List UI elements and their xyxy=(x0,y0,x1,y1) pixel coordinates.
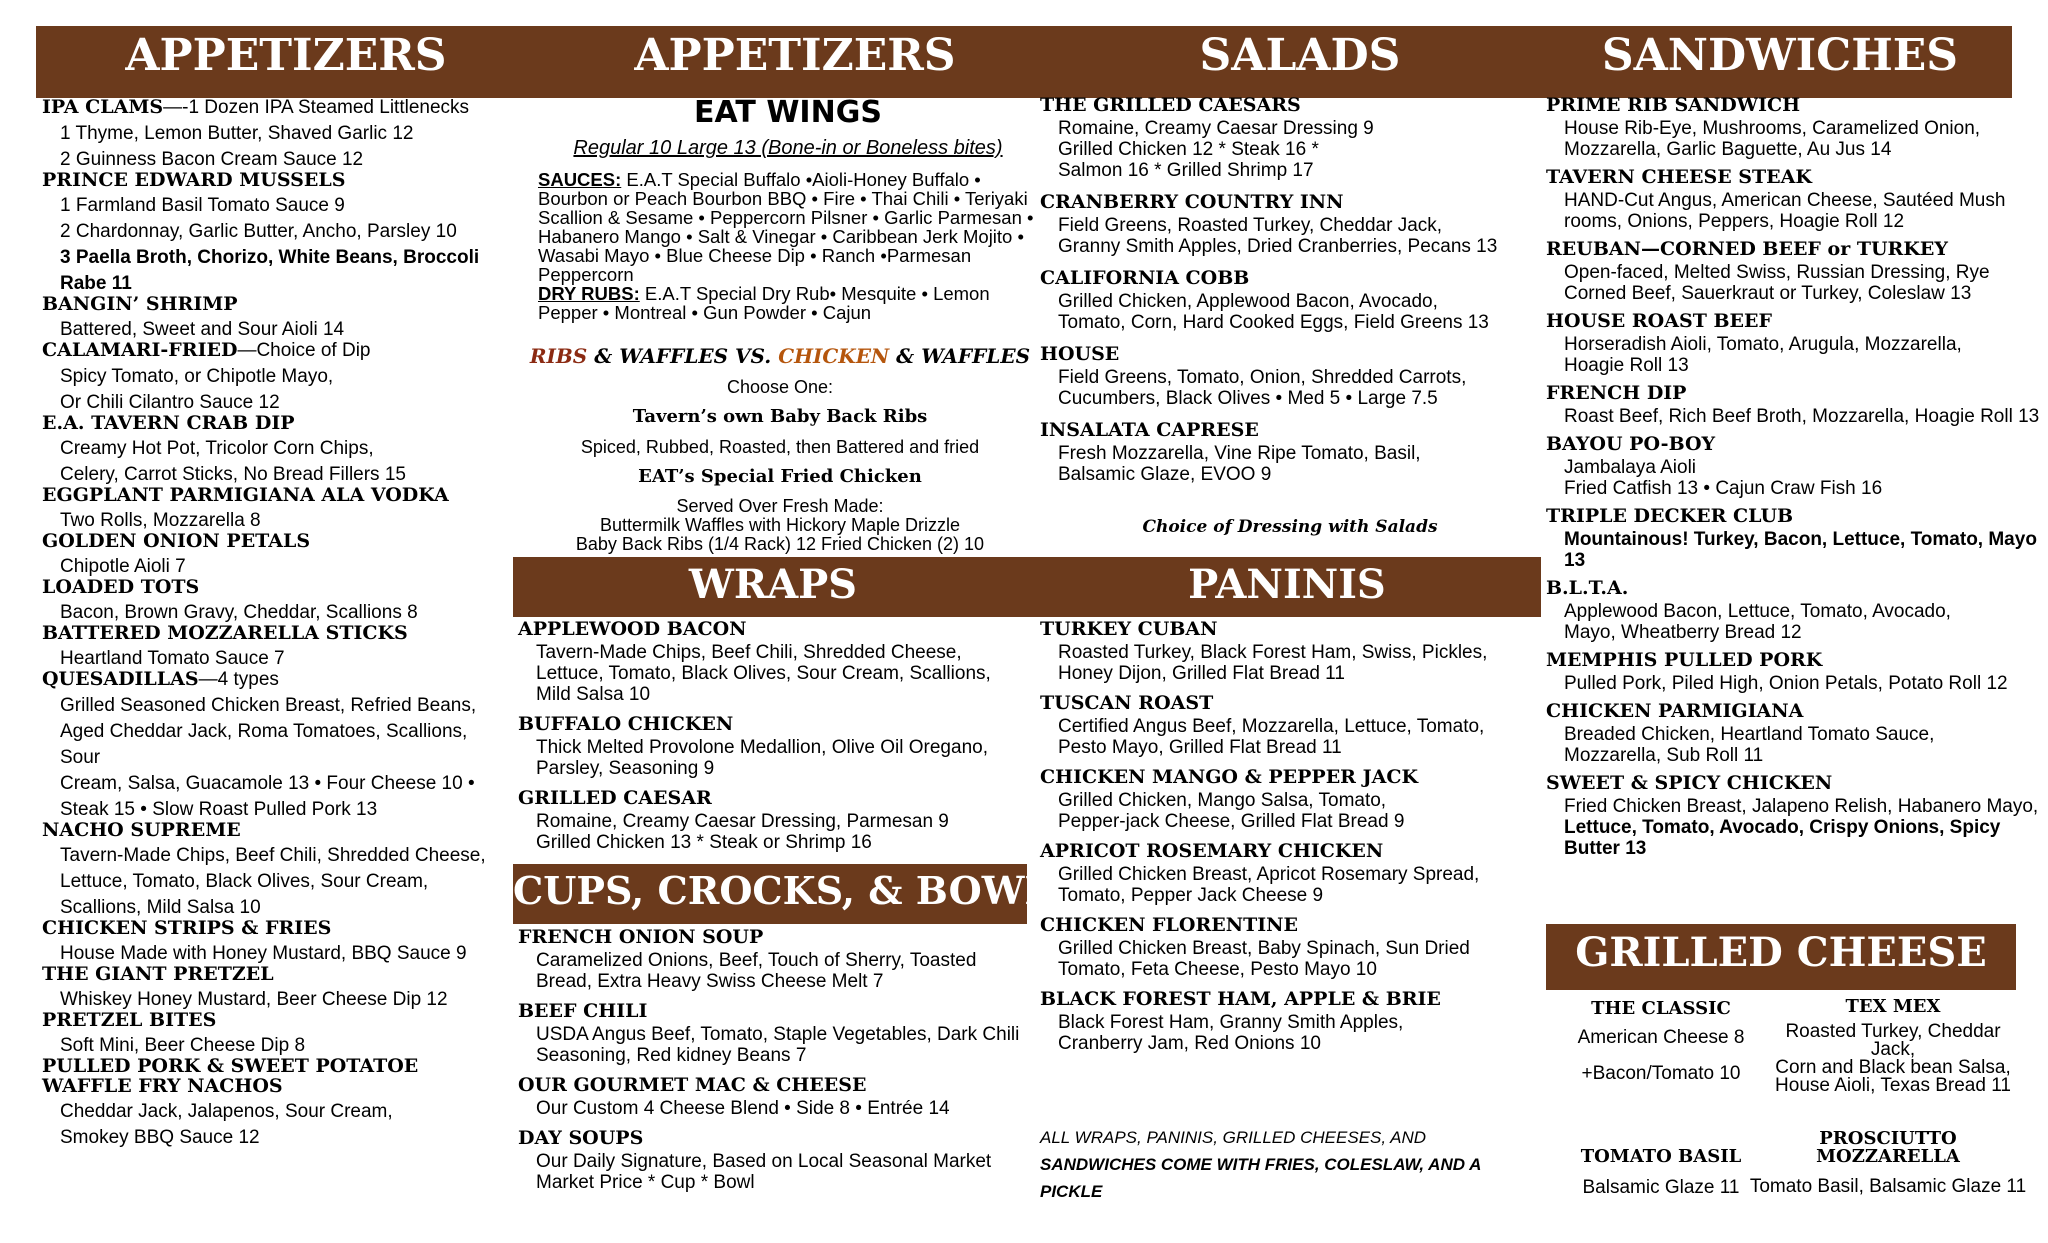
item-description: Lettuce, Tomato, Black Olives, Sour Cream, Scallions, xyxy=(536,663,991,684)
item-description: Fresh Mozzarella, Vine Ripe Tomato, Basil, xyxy=(1058,443,1421,464)
item-description: Hoagie Roll 13 xyxy=(1564,355,1689,376)
header-grilled-cheese: GRILLED CHEESE xyxy=(1575,929,1987,976)
item-title: HOUSE xyxy=(1040,343,1120,365)
menu-item xyxy=(1546,770,2046,859)
menu-item xyxy=(1546,503,2046,571)
gc-prosciutto xyxy=(1736,1130,2040,1198)
cups-list xyxy=(518,924,1038,1193)
item-title: MEMPHIS PULLED PORK xyxy=(1546,649,1823,671)
item-description: Grilled Chicken 13 * Steak or Shrimp 16 xyxy=(536,832,872,853)
item-title: NACHO SUPREME xyxy=(42,819,241,841)
item-description: Grilled Seasoned Chicken Breast, Refried Beans, xyxy=(60,695,477,716)
menu-item xyxy=(42,482,512,534)
item-description-bold: Mountainous! Turkey, Bacon, Lettuce, Tomato, Mayo 13 xyxy=(1564,529,2037,571)
item-title: WAFFLE FRY NACHOS xyxy=(42,1075,283,1097)
gc-prosciutto-desc: Tomato Basil, Balsamic Glaze 11 xyxy=(1749,1176,2027,1197)
item-description: rooms, Onions, Peppers, Hoagie Roll 12 xyxy=(1564,211,1905,232)
item-description: Cheddar Jack, Jalapenos, Sour Cream, xyxy=(60,1101,393,1122)
item-description: Mozzarella, Sub Roll 11 xyxy=(1564,745,1764,766)
menu-item-name xyxy=(1040,341,1540,367)
item-description: Fried Chicken Breast, Jalapeno Relish, Habanero Mayo, xyxy=(1564,796,2039,817)
menu-item-name xyxy=(1040,912,1540,938)
menu-item-name xyxy=(1040,92,1540,118)
menu-item xyxy=(1040,986,1540,1054)
menu-item-name xyxy=(42,574,512,600)
item-description: 1 Farmland Basil Tomato Sauce 9 xyxy=(60,195,345,216)
item-title: PRIME RIB SANDWICH xyxy=(1546,94,1801,116)
header-sandwiches: SANDWICHES xyxy=(1601,30,1959,81)
menu-item xyxy=(518,711,1038,779)
item-description: Lettuce, Tomato, Black Olives, Sour Cream, xyxy=(60,871,429,892)
menu-item-name xyxy=(1546,575,2046,601)
menu-item xyxy=(42,574,512,626)
menu-item xyxy=(1546,92,2046,160)
header-appetizers-left: APPETIZERS xyxy=(125,30,447,81)
item-description: Cucumbers, Black Olives • Med 5 • Large 7.5 xyxy=(1058,388,1438,409)
menu-item-name xyxy=(518,1072,1038,1098)
item-description: Pesto Mayo, Grilled Flat Bread 11 xyxy=(1058,737,1342,758)
menu-item-name xyxy=(42,915,512,941)
item-title: CHICKEN PARMIGIANA xyxy=(1546,700,1804,722)
menu-item-name xyxy=(1546,770,2046,796)
item-title: TUSCAN ROAST xyxy=(1040,692,1214,714)
item-title: CHICKEN FLORENTINE xyxy=(1040,914,1298,936)
menu-item xyxy=(42,410,512,488)
header-cups: CUPS, CROCKS, & BOWLS xyxy=(513,868,1079,913)
menu-item-name xyxy=(42,666,512,693)
item-description: Open-faced, Melted Swiss, Russian Dressing, Rye xyxy=(1564,262,1990,283)
item-description: Heartland Tomato Sauce 7 xyxy=(60,648,285,669)
item-description: 2 Guinness Bacon Cream Sauce 12 xyxy=(60,149,364,170)
item-description: Romaine, Creamy Caesar Dressing, Parmesan 9 xyxy=(536,811,949,832)
gc-texmex xyxy=(1770,996,2016,1095)
item-description: Celery, Carrot Sticks, No Bread Fillers 15 xyxy=(60,464,406,485)
gc-tomato-basil-name: TOMATO BASIL xyxy=(1580,1146,1742,1167)
menu-item-name xyxy=(1040,764,1540,790)
salads-list xyxy=(1040,92,1540,485)
wings-sizes: Regular 10 Large 13 (Bone-in or Boneless bites) xyxy=(573,137,1003,159)
sauces-text: E.A.T Special Buffalo •Aioli-Honey Buffalo • Bourbon or Peach Bourbon BBQ • Fire • Thai Chili • Teriyaki Scallion & Sesame • Peppercorn Pilsner • Garlic Parmesan • Habanero Mango • Salt & Vinegar • Caribbean Jerk Mojito • Wasabi Mayo • Blue Cheese Dip • Ranch •Parmesan Peppercorn xyxy=(538,169,1034,285)
item-title: BUFFALO CHICKEN xyxy=(518,713,734,735)
menu-item xyxy=(518,924,1038,992)
menu-item xyxy=(1546,431,2046,499)
sandwiches-list xyxy=(1546,92,2046,859)
item-description: Cream, Salsa, Guacamole 13 • Four Cheese 10 • xyxy=(60,773,475,794)
wings-rubs xyxy=(538,284,1038,322)
menu-item-name xyxy=(1546,92,2046,118)
menu-item xyxy=(1040,92,1540,181)
menu-item-name xyxy=(42,337,512,364)
wings-section xyxy=(538,92,1038,322)
rubs-text: E.A.T Special Dry Rub• Mesquite • Lemon Pepper • Montreal • Gun Powder • Cajun xyxy=(538,283,990,323)
menu-item xyxy=(1546,575,2046,643)
item-title: CALIFORNIA COBB xyxy=(1040,267,1250,289)
menu-item-name xyxy=(1546,431,2046,457)
menu-item-name xyxy=(42,482,512,508)
salad-dressing-note: Choice of Dressing with Salads xyxy=(1142,517,1438,537)
item-description: Tavern-Made Chips, Beef Chili, Shredded Cheese, xyxy=(536,642,962,663)
item-title: SWEET & SPICY CHICKEN xyxy=(1546,772,1833,794)
item-description: Battered, Sweet and Sour Aioli 14 xyxy=(60,319,345,340)
item-description: Field Greens, Tomato, Onion, Shredded Carrots, xyxy=(1058,367,1467,388)
item-description: Mozzarella, Garlic Baguette, Au Jus 14 xyxy=(1564,139,1892,160)
menu-item xyxy=(518,1072,1038,1119)
item-title: FRENCH DIP xyxy=(1546,382,1687,404)
menu-item xyxy=(1546,698,2046,766)
item-description: Jambalaya Aioli xyxy=(1564,457,1697,478)
menu-item xyxy=(42,817,512,921)
rubs-label: DRY RUBS: xyxy=(538,283,640,304)
header-appetizers-mid: APPETIZERS xyxy=(634,30,956,81)
item-description: Or Chili Cilantro Sauce 12 xyxy=(60,392,280,413)
item-description: 2 Chardonnay, Garlic Butter, Ancho, Parsley 10 xyxy=(60,221,457,242)
item-title: INSALATA CAPRESE xyxy=(1040,419,1259,441)
item-description: Fried Catfish 13 • Cajun Craw Fish 16 xyxy=(1564,478,1883,499)
item-description-bold: Lettuce, Tomato, Avocado, Crispy Onions, Spicy Butter 13 xyxy=(1564,817,2001,859)
item-description: Scallions, Mild Salsa 10 xyxy=(60,897,261,918)
item-description: HAND-Cut Angus, American Cheese, Sautéed Mush xyxy=(1564,190,2006,211)
item-description: Cranberry Jam, Red Onions 10 xyxy=(1058,1033,1321,1054)
item-description: Field Greens, Roasted Turkey, Cheddar Jack, xyxy=(1058,215,1443,236)
item-description: Tomato, Pepper Jack Cheese 9 xyxy=(1058,885,1324,906)
item-title: BAYOU PO-BOY xyxy=(1546,433,1716,455)
menu-item xyxy=(518,785,1038,853)
item-description: Black Forest Ham, Granny Smith Apples, xyxy=(1058,1012,1404,1033)
menu-item-name xyxy=(1040,189,1540,215)
appetizers-list xyxy=(42,94,512,1151)
item-description: Honey Dijon, Grilled Flat Bread 11 xyxy=(1058,663,1345,684)
menu-item-name xyxy=(518,1125,1038,1151)
wings-title: EAT WINGS xyxy=(694,95,882,130)
item-description: Market Price * Cup * Bowl xyxy=(536,1172,755,1193)
menu-item xyxy=(42,528,512,580)
menu-item xyxy=(42,915,512,967)
ribs-word: RIBS xyxy=(529,344,588,368)
gc-tomato-basil-desc: Balsamic Glaze 11 xyxy=(1582,1177,1740,1198)
item-title: LOADED TOTS xyxy=(42,576,200,598)
menu-item xyxy=(42,961,512,1013)
item-description: Balsamic Glaze, EVOO 9 xyxy=(1058,464,1272,485)
menu-item-name xyxy=(42,410,512,436)
menu-item xyxy=(518,998,1038,1066)
ribs-waffles-title xyxy=(520,340,1040,372)
item-title: IPA CLAMS xyxy=(42,96,164,118)
item-title: PRETZEL BITES xyxy=(42,1009,217,1031)
item-description: Steak 15 • Slow Roast Pulled Pork 13 xyxy=(60,799,378,820)
wraps-list xyxy=(518,616,1038,853)
item-title: OUR GOURMET MAC & CHEESE xyxy=(518,1074,867,1096)
menu-item-name xyxy=(42,94,512,121)
item-title: CALAMARI-FRIED xyxy=(42,339,238,361)
item-description: Grilled Chicken 12 * Steak 16 * xyxy=(1058,139,1319,160)
menu-item xyxy=(1546,236,2046,304)
menu-item-name xyxy=(1040,616,1540,642)
menu-item-name xyxy=(1546,503,2046,529)
menu-item-name xyxy=(1546,647,2046,673)
waffles-word: & WAFFLES xyxy=(889,344,1031,368)
menu-item-name xyxy=(518,924,1038,950)
item-title: BLACK FOREST HAM, APPLE & BRIE xyxy=(1040,988,1441,1010)
menu-item xyxy=(42,167,512,297)
item-title: THE GRILLED CAESARS xyxy=(1040,94,1301,116)
item-title: BATTERED MOZZARELLA STICKS xyxy=(42,622,408,644)
menu-item xyxy=(1040,690,1540,758)
item-title: PRINCE EDWARD MUSSELS xyxy=(42,169,346,191)
paninis-list xyxy=(1040,616,1540,1054)
item-description: Caramelized Onions, Beef, Touch of Sherry, Toasted xyxy=(536,950,977,971)
gc-prosciutto-name: PROSCIUTTO MOZZARELLA xyxy=(1816,1128,1960,1167)
ribs-waffles-section xyxy=(520,340,1040,554)
menu-item-name xyxy=(42,528,512,554)
item-description: Our Custom 4 Cheese Blend • Side 8 • Entrée 14 xyxy=(536,1098,950,1119)
item-description: Thick Melted Provolone Medallion, Olive Oil Oregano, xyxy=(536,737,988,758)
item-description: Roast Beef, Rich Beef Broth, Mozzarella, Hoagie Roll 13 xyxy=(1564,406,2040,427)
sides-note-line1: ALL WRAPS, PANINIS, GRILLED CHEESES, AND xyxy=(1040,1128,1427,1147)
menu-item xyxy=(42,94,512,173)
menu-item xyxy=(1546,164,2046,232)
menu-item-name xyxy=(1040,265,1540,291)
menu-item xyxy=(42,1007,512,1059)
item-description: Horseradish Aioli, Tomato, Arugula, Mozzarella, xyxy=(1564,334,1962,355)
sides-note-line2: SANDWICHES COME WITH FRIES, COLESLAW, AND A PICKLE xyxy=(1040,1155,1481,1201)
item-description: USDA Angus Beef, Tomato, Staple Vegetables, Dark Chili xyxy=(536,1024,1020,1045)
served-over-2: Buttermilk Waffles with Hickory Maple Drizzle xyxy=(599,515,961,535)
menu-item xyxy=(1546,647,2046,694)
menu-item xyxy=(1040,838,1540,906)
item-description: Our Daily Signature, Based on Local Seasonal Market xyxy=(536,1151,992,1172)
item-description: Aged Cheddar Jack, Roma Tomatoes, Scallions, Sour xyxy=(60,721,468,768)
item-title: CHICKEN STRIPS & FRIES xyxy=(42,917,332,939)
menu-item-name xyxy=(42,1073,512,1099)
menu-item-name xyxy=(42,291,512,317)
menu-item xyxy=(518,1125,1038,1193)
menu-item-name xyxy=(1040,838,1540,864)
menu-item xyxy=(42,1073,512,1151)
item-description: Spicy Tomato, or Chipotle Mayo, xyxy=(60,366,334,387)
gc-classic-desc: American Cheese 8 +Bacon/Tomato 10 xyxy=(1577,1027,1745,1084)
vs-word: & WAFFLES VS. xyxy=(587,344,779,368)
item-description: Soft Mini, Beer Cheese Dip 8 xyxy=(60,1035,306,1056)
menu-item-name xyxy=(1546,308,2046,334)
item-title: TURKEY CUBAN xyxy=(1040,618,1218,640)
wings-sauces xyxy=(538,170,1038,284)
menu-item xyxy=(1040,912,1540,980)
item-title: CHICKEN MANGO & PEPPER JACK xyxy=(1040,766,1418,788)
item-title: THE GIANT PRETZEL xyxy=(42,963,274,985)
menu-item-name xyxy=(518,785,1038,811)
menu-item xyxy=(1040,417,1540,485)
gc-texmex-name: TEX MEX xyxy=(1845,996,1941,1017)
item-description: Mayo, Wheatberry Bread 12 xyxy=(1564,622,1802,643)
item-description: Mild Salsa 10 xyxy=(536,684,651,705)
item-description: Pepper-jack Cheese, Grilled Flat Bread 9 xyxy=(1058,811,1405,832)
item-title: CRANBERRY COUNTRY INN xyxy=(1040,191,1344,213)
item-note: —4 types xyxy=(198,669,279,690)
item-description-bold: 3 Paella Broth, Chorizo, White Beans, Broccoli Rabe 11 xyxy=(60,247,480,294)
menu-item-name xyxy=(518,616,1038,642)
item-title: BANGIN’ SHRIMP xyxy=(42,293,238,315)
menu-item xyxy=(518,616,1038,705)
menu-item-name xyxy=(1546,380,2046,406)
item-description: Tomato, Corn, Hard Cooked Eggs, Field Greens 13 xyxy=(1058,312,1489,333)
item-title: TAVERN CHEESE STEAK xyxy=(1546,166,1812,188)
menu-item-name xyxy=(1040,986,1540,1012)
item-description: Romaine, Creamy Caesar Dressing 9 xyxy=(1058,118,1374,139)
ribs-option: Tavern’s own Baby Back Ribs xyxy=(632,406,928,427)
item-title: REUBAN—CORNED BEEF or TURKEY xyxy=(1546,238,1948,260)
menu-item xyxy=(1040,189,1540,257)
menu-item xyxy=(1546,380,2046,427)
ribs-chicken-prices: Baby Back Ribs (1/4 Rack) 12 Fried Chicken (2) 10 xyxy=(575,534,985,554)
item-title: GRILLED CAESAR xyxy=(518,787,712,809)
item-note: —Choice of Dip xyxy=(237,340,371,361)
item-title: DAY SOUPS xyxy=(518,1127,644,1149)
choose-one: Choose One: xyxy=(726,377,834,397)
item-note: —-1 Dozen IPA Steamed Littlenecks xyxy=(163,97,470,118)
item-description: 1 Thyme, Lemon Butter, Shaved Garlic 12 xyxy=(60,123,414,144)
sides-note xyxy=(1040,1124,1540,1205)
item-title: PULLED PORK & SWEET POTATOE xyxy=(42,1055,419,1077)
item-title: FRENCH ONION SOUP xyxy=(518,926,764,948)
sauces-label: SAUCES: xyxy=(538,169,622,190)
header-paninis: PANINIS xyxy=(1188,561,1386,608)
menu-item xyxy=(42,337,512,416)
item-description: Seasoning, Red kidney Beans 7 xyxy=(536,1045,807,1066)
item-description: Chipotle Aioli 7 xyxy=(60,556,186,577)
menu-item xyxy=(42,666,512,823)
menu-item-name xyxy=(1546,164,2046,190)
gc-classic xyxy=(1546,998,1776,1083)
item-title: B.L.T.A. xyxy=(1546,577,1629,599)
item-description: Granny Smith Apples, Dried Cranberries, Pecans 13 xyxy=(1058,236,1498,257)
menu-item xyxy=(1040,616,1540,684)
item-description: Roasted Turkey, Black Forest Ham, Swiss, Pickles, xyxy=(1058,642,1488,663)
item-title: HOUSE ROAST BEEF xyxy=(1546,310,1772,332)
item-description: Bread, Extra Heavy Swiss Cheese Melt 7 xyxy=(536,971,884,992)
menu-item-name xyxy=(42,620,512,646)
item-description: House Rib-Eye, Mushrooms, Caramelized Onion, xyxy=(1564,118,1981,139)
item-description: Corned Beef, Sauerkraut or Turkey, Coleslaw 13 xyxy=(1564,283,1972,304)
item-title: GOLDEN ONION PETALS xyxy=(42,530,311,552)
menu-item-name xyxy=(1546,236,2046,262)
item-description: Certified Angus Beef, Mozzarella, Lettuce, Tomato, xyxy=(1058,716,1485,737)
item-title: APPLEWOOD BACON xyxy=(518,618,747,640)
header-salads: SALADS xyxy=(1199,30,1401,81)
item-description: Bacon, Brown Gravy, Cheddar, Scallions 8 xyxy=(60,602,418,623)
gc-classic-name: THE CLASSIC xyxy=(1591,998,1731,1019)
item-description: House Made with Honey Mustard, BBQ Sauce 9 xyxy=(60,943,467,964)
item-description: Smokey BBQ Sauce 12 xyxy=(60,1127,260,1148)
ribs-option-desc: Spiced, Rubbed, Roasted, then Battered and fried xyxy=(580,437,980,457)
item-description: Pulled Pork, Piled High, Onion Petals, Potato Roll 12 xyxy=(1564,673,2008,694)
item-description: Grilled Chicken Breast, Apricot Rosemary Spread, xyxy=(1058,864,1480,885)
menu-item xyxy=(1546,308,2046,376)
item-title: E.A. TAVERN CRAB DIP xyxy=(42,412,295,434)
item-title: TRIPLE DECKER CLUB xyxy=(1546,505,1794,527)
menu-item xyxy=(42,291,512,343)
item-description: Grilled Chicken, Applewood Bacon, Avocado, xyxy=(1058,291,1438,312)
item-title: EGGPLANT PARMIGIANA ALA VODKA xyxy=(42,484,449,506)
item-title: BEEF CHILI xyxy=(518,1000,648,1022)
menu-item-name xyxy=(518,998,1038,1024)
chicken-word: CHICKEN xyxy=(778,344,890,368)
menu-item-name xyxy=(1546,698,2046,724)
menu-item-name xyxy=(42,167,512,193)
item-title: APRICOT ROSEMARY CHICKEN xyxy=(1040,840,1384,862)
menu-item-name xyxy=(1040,417,1540,443)
menu-item xyxy=(1040,341,1540,409)
item-description: Breaded Chicken, Heartland Tomato Sauce, xyxy=(1564,724,1935,745)
item-description: Parsley, Seasoning 9 xyxy=(536,758,715,779)
item-description: Tomato, Feta Cheese, Pesto Mayo 10 xyxy=(1058,959,1377,980)
served-over: Served Over Fresh Made: xyxy=(676,496,884,516)
item-description: Whiskey Honey Mustard, Beer Cheese Dip 12 xyxy=(60,989,448,1010)
gc-texmex-desc: Roasted Turkey, Cheddar Jack, Corn and Black bean Salsa, House Aioli, Texas Bread 11 xyxy=(1775,1021,2011,1096)
menu-item-name xyxy=(518,711,1038,737)
menu-item xyxy=(1040,764,1540,832)
item-description: Creamy Hot Pot, Tricolor Corn Chips, xyxy=(60,438,374,459)
item-description: Two Rolls, Mozzarella 8 xyxy=(60,510,261,531)
item-description: Salmon 16 * Grilled Shrimp 17 xyxy=(1058,160,1314,181)
menu-item xyxy=(1040,265,1540,333)
item-title: QUESADILLAS xyxy=(42,668,199,690)
menu-item xyxy=(42,620,512,672)
chicken-option: EAT’s Special Fried Chicken xyxy=(638,466,922,487)
item-description: Tavern-Made Chips, Beef Chili, Shredded Cheese, xyxy=(60,845,486,866)
header-wraps: WRAPS xyxy=(688,561,858,608)
item-description: Grilled Chicken Breast, Baby Spinach, Sun Dried xyxy=(1058,938,1470,959)
item-description: Applewood Bacon, Lettuce, Tomato, Avocado, xyxy=(1564,601,1951,622)
item-description: Grilled Chicken, Mango Salsa, Tomato, xyxy=(1058,790,1387,811)
menu-item-name xyxy=(1040,690,1540,716)
